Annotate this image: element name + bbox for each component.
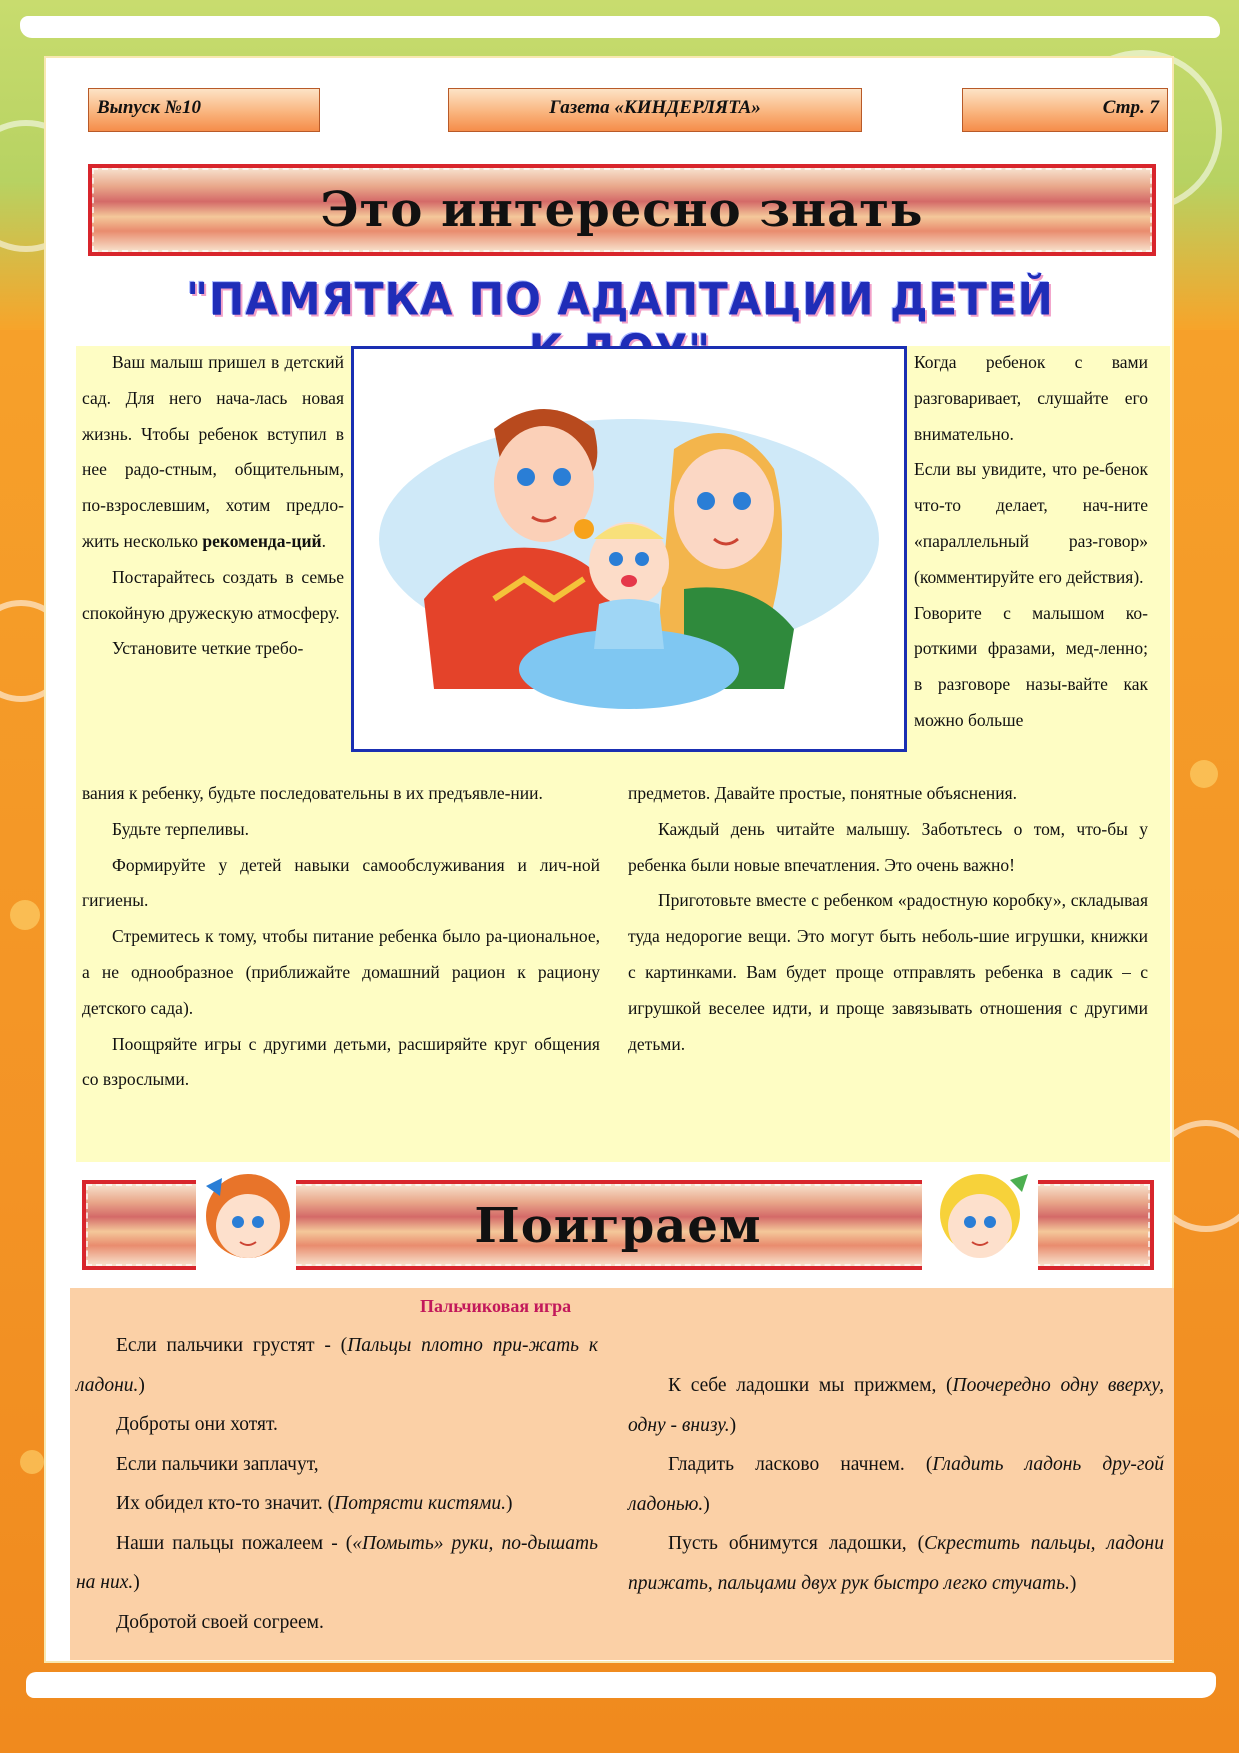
game-line <box>76 1603 598 1643</box>
game-closing: ) <box>729 1414 737 1436</box>
article-paragraph: Говорите с малышом ко-роткими фразами, мед-ленно; в разговоре назы-вайте как можно больше <box>914 602 1148 730</box>
article-paragraph: предметов. Давайте простые, понятные объяснения. <box>628 783 1018 803</box>
family-illustration <box>351 346 907 752</box>
article-paragraph: Каждый день читайте малышу. Заботьтесь о том, что-бы у ребенка были новые впечатления. Это очень важно! <box>628 818 1148 875</box>
game-verse: К себе ладошки мы прижмем, ( <box>668 1375 953 1396</box>
article-paragraph: Установите четкие требо- <box>112 638 304 659</box>
article-paragraph: Будьте терпеливы. <box>112 818 250 839</box>
game-instruction: Поочередно одну вверху, одну - внизу. <box>628 1375 1164 1436</box>
game-line <box>76 1524 598 1603</box>
game-line <box>76 1326 598 1405</box>
game-line <box>628 1445 1164 1524</box>
article-paragraph: Приготовьте вместе с ребенком «радостную коробку», складывая туда недорогие вещи. Это могут быть неболь-шие игрушки, книжки с картинками. Вам будет проще отправлять ребенка в садик – с игрушкой веселее идти, и проще завязывать отношения с другими детьми. <box>628 890 1148 1054</box>
girl-face-icon <box>196 1166 296 1270</box>
game-closing: ) <box>506 1493 513 1514</box>
girl-face-icon <box>922 1166 1038 1270</box>
game-right-column <box>628 1366 1164 1603</box>
game-verse: Добротой своей согреем. <box>116 1611 324 1633</box>
game-verse: Пусть обнимутся ладошки, ( <box>668 1533 925 1554</box>
decor-dot <box>1190 760 1218 788</box>
game-instruction: Пальцы плотно при-жать к ладони. <box>76 1335 598 1396</box>
article-left-bottom <box>82 776 600 1098</box>
decor-dot <box>10 900 40 930</box>
game-line <box>628 1366 1164 1445</box>
game-line <box>628 1524 1164 1603</box>
article-paragraph: Формируйте у детей навыки самообслуживания и лич-ной гигиены. <box>82 854 600 911</box>
game-closing: ) <box>703 1493 710 1515</box>
section-title: Поиграем <box>474 1198 762 1254</box>
newspaper-name: Газета «КИНДЕРЛЯТА» <box>448 88 862 132</box>
intro-text: Ваш малыш пришел в детский сад. Для него нача-лась новая жизнь. Чтобы ребенок вступил в нее радо-стным, общительным, по-взрослевшим, хотим предло-жить несколько <box>82 352 344 551</box>
game-verse: Если пальчики грустят - ( <box>116 1335 348 1356</box>
game-closing: ) <box>133 1572 140 1593</box>
article-right-bottom <box>628 776 1148 1062</box>
page-number: Стр. 7 <box>962 88 1168 132</box>
game-instruction: Потрясти кистями. <box>334 1493 506 1514</box>
game-verse: Наши пальцы пожалеем - ( <box>116 1532 353 1554</box>
article-paragraph: вания к ребенку, будьте последовательны в их предъявле-нии. <box>82 783 543 803</box>
girl-face-right <box>922 1166 1038 1270</box>
game-title: Пальчиковая игра <box>420 1296 572 1316</box>
article-right-top <box>914 345 1148 739</box>
game-verse: Гладить ласково начнем. ( <box>668 1454 933 1475</box>
article-paragraph: Стремитесь к тому, чтобы питание ребенка было ра-циональное, а не однообразное (приближайте домашний рацион к рациону детского сада). <box>82 926 600 1018</box>
article-paragraph: Если вы увидите, что ре-бенок что-то делает, нач-ните «параллельный раз-говор» (комментируйте его действия). <box>914 459 1148 587</box>
section-title: Это интересно знать <box>320 182 924 238</box>
recommendations-word: рекоменда-ций <box>202 530 322 551</box>
article-left-top: Ваш малыш пришел в детский сад. Для него нача-лась новая жизнь. Чтобы ребенок вступил в нее радо-стным, общительным, по-взрослевшим, хотим предло-жить несколько рекоменда-ций. Постарайтесь создать в семье спокойную дружескую атмосферу. Установите четкие требо- <box>82 345 344 667</box>
article-paragraph: Постарайтесь создать в семье спокойную дружескую атмосферу. <box>82 566 344 623</box>
game-line <box>76 1484 598 1524</box>
game-closing: ) <box>138 1374 145 1396</box>
girl-face-left <box>196 1166 296 1270</box>
article-subtitle: "ПАМЯТКА ПО АДАПТАЦИИ ДЕТЕЙ <box>186 273 1054 325</box>
article-paragraph: Когда ребенок с вами разговаривает, слушайте его внимательно. <box>914 352 1148 444</box>
game-instruction: «Помыть» руки, по-дышать на них. <box>76 1532 598 1593</box>
game-closing: ) <box>1069 1572 1077 1594</box>
game-verse: Если пальчики заплачут, <box>116 1453 319 1475</box>
torn-edge-top <box>20 16 1220 38</box>
game-verse: Их обидел кто-то значит. ( <box>116 1493 335 1514</box>
game-verse: Доброты они хотят. <box>116 1414 278 1435</box>
game-instruction: Гладить ладонь дру-гой ладонью. <box>628 1454 1164 1515</box>
game-line <box>76 1405 598 1445</box>
decor-dot <box>20 1450 44 1474</box>
article-paragraph: Поощряйте игры с другими детьми, расширяйте круг общения со взрослыми. <box>82 1033 600 1090</box>
torn-edge-bottom <box>26 1672 1216 1698</box>
game-left-column <box>76 1326 598 1642</box>
game-instruction: Скрестить пальцы, ладони прижать, пальцами двух рук быстро легко стучать. <box>628 1533 1164 1594</box>
issue-number: Выпуск №10 <box>88 88 320 132</box>
family-icon <box>354 349 904 749</box>
game-line <box>76 1445 598 1485</box>
section-banner <box>88 164 1156 256</box>
